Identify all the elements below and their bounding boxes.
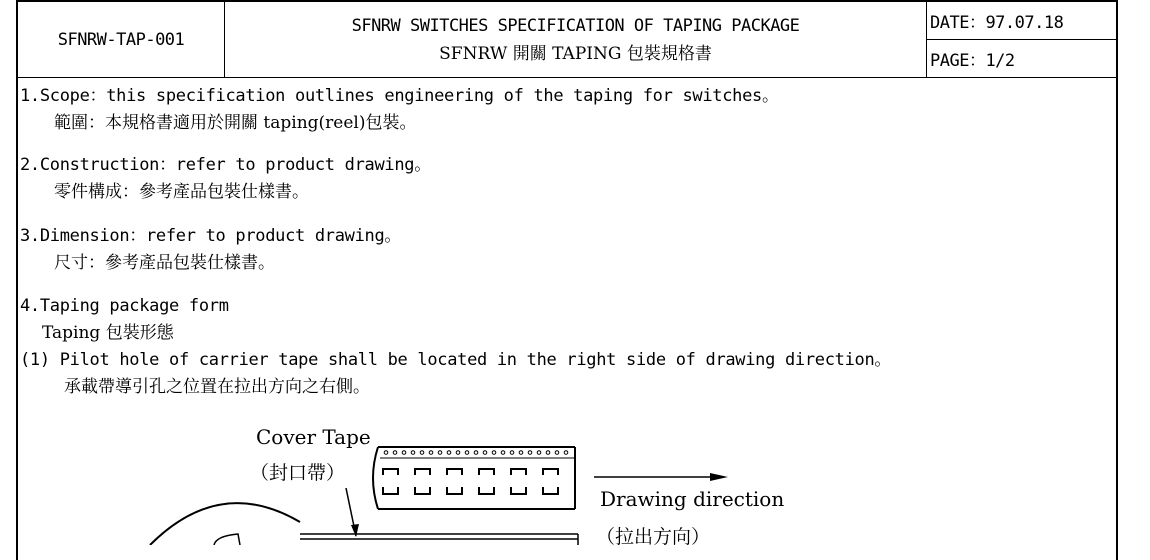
item1-en: (1) Pilot hole of carrier tape shall be located in the right side of drawing direction。: [20, 350, 892, 370]
dimension-zh: 尺寸：參考產品包裝仕樣書。: [54, 253, 275, 273]
construction-zh: 零件構成：參考產品包裝仕樣書。: [54, 182, 309, 202]
page-cell: [926, 40, 1116, 78]
doc-code: SFNRW-TAP-001: [57, 29, 185, 50]
taping-en: 4.Taping package form: [20, 296, 229, 316]
cover-tape-label-en: Cover Tape: [256, 425, 371, 449]
construction-en: 2.Construction：refer to product drawing。: [20, 155, 431, 175]
item1-zh: 承載帶導引孔之位置在拉出方向之右側。: [64, 377, 370, 397]
spec-sheet: [16, 0, 1118, 560]
taping-zh: Taping 包裝形態: [42, 323, 174, 343]
title-en: SFNRW SWITCHES SPECIFICATION OF TAPING PACKAGE: [351, 15, 800, 36]
date-cell: [926, 2, 1116, 40]
dimension-en: 3.Dimension：refer to product drawing。: [20, 226, 402, 246]
scope-zh: 範圍：本規格書適用於開關 taping(reel)包裝。: [54, 113, 417, 133]
date-text: DATE：97.07.18: [930, 13, 1064, 33]
scope-en: 1.Scope：this specification outlines engineering of the taping for switches。: [20, 86, 779, 106]
direction-label-en: Drawing direction: [600, 487, 785, 511]
doc-code-cell: [18, 2, 225, 78]
page-text: PAGE：1/2: [930, 51, 1015, 71]
title-cell: [225, 2, 926, 78]
title-zh: SFNRW 開關 TAPING 包裝規格書: [439, 43, 712, 64]
direction-label-zh: （拉出方向）: [596, 526, 711, 545]
cover-tape-label-zh: （封口帶）: [250, 462, 346, 484]
